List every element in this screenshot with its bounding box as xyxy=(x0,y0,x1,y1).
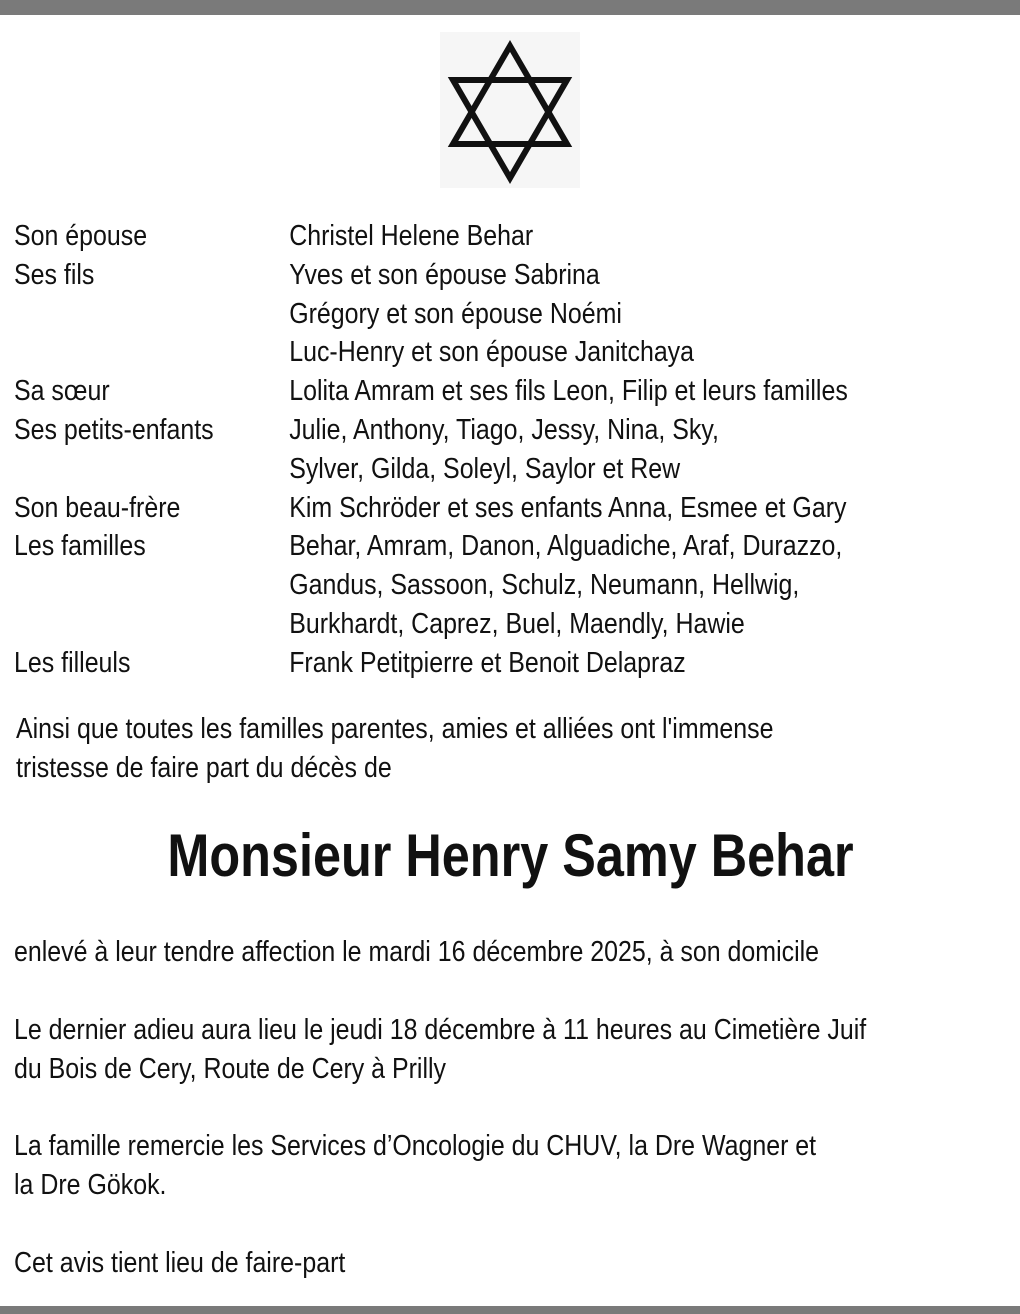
ceremony-line-1: Le dernier adieu aura lieu le jeudi 18 décembre à 11 heures au Cimetière Juif xyxy=(14,1014,867,1046)
intro-line-1: Ainsi que toutes les familles parentes, amies et alliées ont l'immense xyxy=(16,713,774,745)
star-of-david-icon xyxy=(440,32,580,188)
name-line: Burkhardt, Caprez, Buel, Maendly, Hawie xyxy=(289,607,745,640)
notice-paragraph xyxy=(14,1244,345,1283)
relation-names xyxy=(289,489,846,528)
intro-paragraph xyxy=(16,710,773,788)
relation-label: Ses fils xyxy=(14,258,95,291)
name-line: Frank Petitpierre et Benoit Delapraz xyxy=(289,646,686,679)
death-line-1: enlevé à leur tendre affection le mardi 16 décembre 2025, à son domicile xyxy=(14,936,820,968)
deceased-name: Monsieur Henry Samy Behar xyxy=(166,822,854,889)
name-line: Behar, Amram, Danon, Alguadiche, Araf, Durazzo, xyxy=(289,530,843,563)
family-row xyxy=(14,644,874,683)
name-line: Gandus, Sassoon, Schulz, Neumann, Hellwig, xyxy=(289,569,800,602)
name-line: Lolita Amram et ses fils Leon, Filip et leurs familles xyxy=(289,375,848,408)
name-line: Luc-Henry et son épouse Janitchaya xyxy=(289,336,695,369)
name-line: Grégory et son épouse Noémi xyxy=(289,297,622,330)
relation-names xyxy=(289,644,685,683)
name-line: Yves et son épouse Sabrina xyxy=(289,258,600,291)
top-border-rule xyxy=(0,0,1020,15)
relation-label: Les familles xyxy=(14,530,146,563)
relation-names xyxy=(289,217,533,256)
name-line: Sylver, Gilda, Soleyl, Saylor et Rew xyxy=(289,452,681,485)
relation-label: Les filleuls xyxy=(14,646,131,679)
family-row xyxy=(14,527,874,643)
relation-names xyxy=(289,527,842,643)
thanks-paragraph xyxy=(14,1127,816,1205)
deceased-name-heading xyxy=(0,818,1020,894)
family-row xyxy=(14,256,874,372)
notice-line: Cet avis tient lieu de faire-part xyxy=(14,1247,346,1279)
name-line: Julie, Anthony, Tiago, Jessy, Nina, Sky, xyxy=(289,413,719,446)
bottom-border-rule xyxy=(0,1306,1020,1314)
relation-label: Ses petits-enfants xyxy=(14,413,214,446)
family-members-list xyxy=(14,217,874,683)
relation-names xyxy=(289,256,694,372)
relation-names xyxy=(289,372,848,411)
thanks-line-2: la Dre Gökok. xyxy=(14,1169,167,1201)
family-row xyxy=(14,372,874,411)
family-row xyxy=(14,489,874,528)
intro-line-2: tristesse de faire part du décès de xyxy=(16,752,392,784)
family-row xyxy=(14,217,874,256)
relation-label: Son beau-frère xyxy=(14,491,181,524)
family-row xyxy=(14,411,874,489)
name-line: Kim Schröder et ses enfants Anna, Esmee et Gary xyxy=(289,491,847,524)
relation-names xyxy=(289,411,719,489)
thanks-line-1: La famille remercie les Services d’Oncologie du CHUV, la Dre Wagner et xyxy=(14,1130,817,1162)
death-paragraph xyxy=(14,933,819,972)
ceremony-paragraph xyxy=(14,1011,866,1089)
name-line: Christel Helene Behar xyxy=(289,220,534,252)
ceremony-line-2: du Bois de Cery, Route de Cery à Prilly xyxy=(14,1053,447,1085)
relation-label: Son épouse xyxy=(14,220,148,252)
relation-label: Sa sœur xyxy=(14,375,110,408)
